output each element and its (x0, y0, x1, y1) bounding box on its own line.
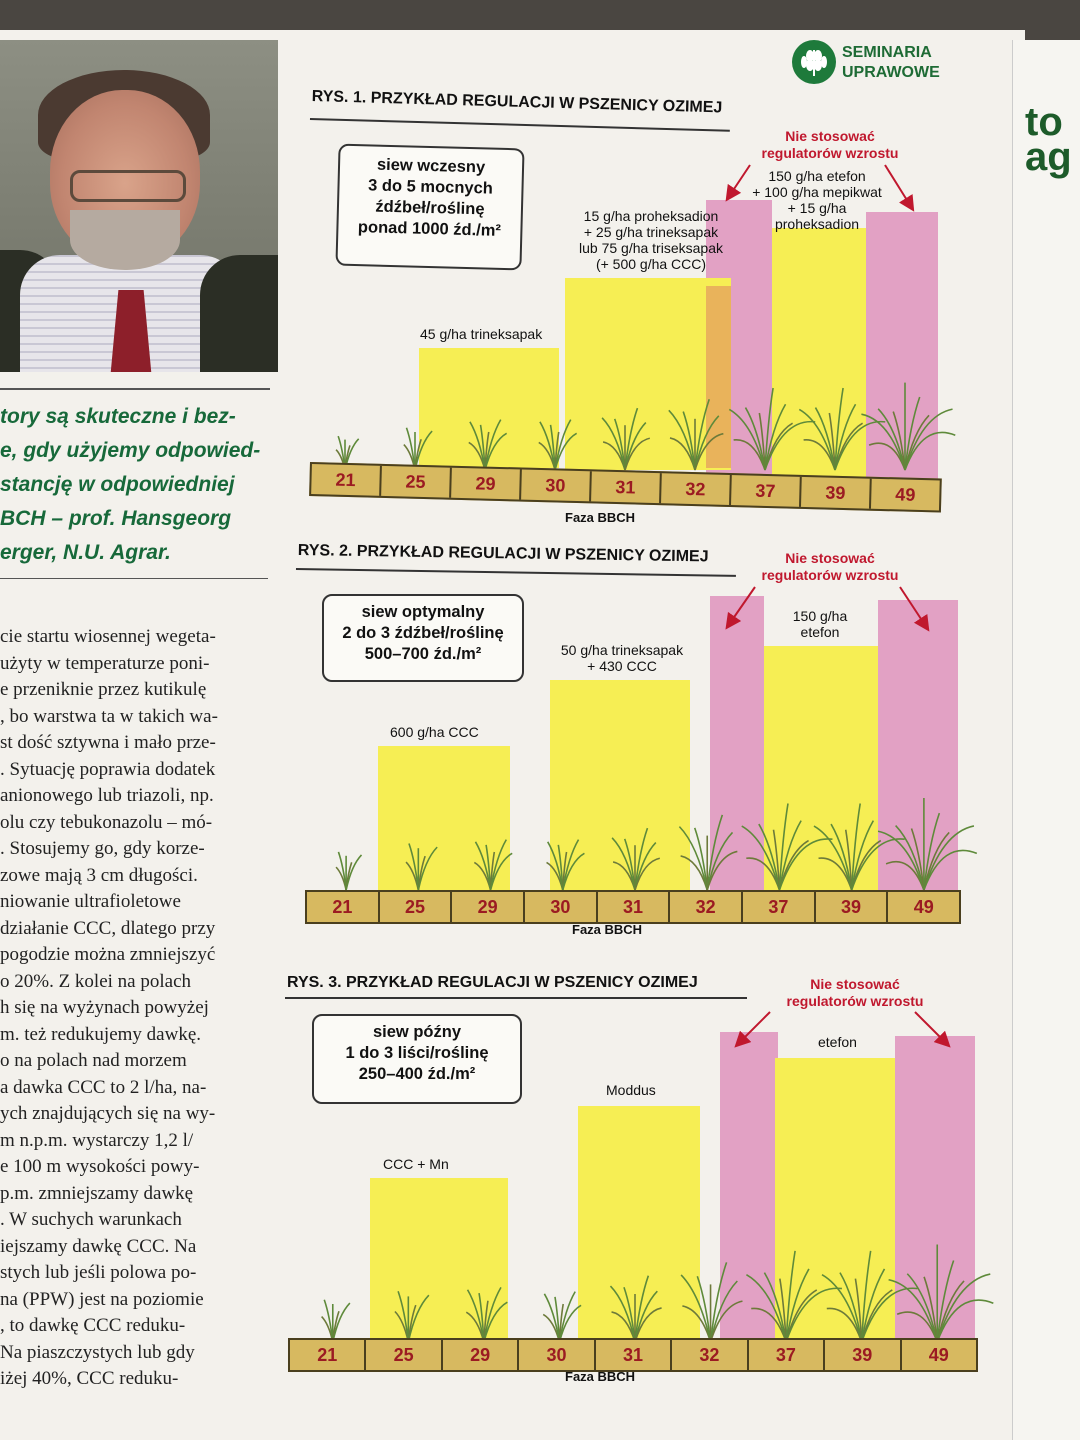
box-line: 2 do 3 źdźbeł/roślinę (342, 624, 504, 642)
caption-line: tory są skuteczne i bez- (0, 405, 236, 428)
wheat-plant-icon (406, 843, 437, 890)
figure-3-bbch-axis (288, 1338, 978, 1372)
label-line: 150 g/ha etefon (768, 168, 866, 184)
logo-line-1: SEMINARIA (842, 44, 932, 61)
wheat-plant-icon (799, 388, 885, 470)
label-line: 15 g/ha proheksadion (583, 208, 719, 224)
box-line: siew późny (372, 1023, 462, 1041)
figure-2-wheat-plants (310, 790, 960, 890)
body-text-line: m. też redukujemy dawkę. (0, 1023, 202, 1045)
label-line: 50 g/ha trineksapak (560, 642, 684, 658)
caption-rule-top (0, 388, 270, 390)
figure-1-title: RYS. 1. PRZYKŁAD REGULACJI W PSZENICY OZIMEJ (311, 88, 723, 117)
bbch-stage-tick: 29 (443, 1340, 519, 1370)
warning-line: Nie stosować (810, 976, 900, 992)
body-text-line: niowanie ultrafioletowe (0, 891, 181, 912)
photo-caption (0, 400, 270, 570)
figure-3-wheat-plants (295, 1236, 975, 1342)
bbch-stage-tick: 32 (661, 473, 732, 505)
body-text-line: cie startu wiosennej wegeta- (0, 626, 216, 647)
figure-1-label-c (742, 168, 892, 232)
bbch-stage-tick: 39 (825, 1340, 901, 1370)
figure-1-label-a: 45 g/ha trineksapak (420, 326, 543, 342)
body-text-line: olu czy tebukonazolu – mó- (0, 811, 213, 833)
caption-line: erger, N.U. Agrar. (0, 541, 171, 564)
figure-3-title-rule (285, 997, 747, 999)
label-line: 150 g/ha (792, 608, 848, 624)
figure-2-bbch-axis (305, 890, 961, 924)
bbch-stage-tick: 39 (801, 477, 872, 509)
caption-line: BCH – prof. Hansgeorg (0, 507, 232, 530)
label-line: + 430 CCC (587, 658, 657, 674)
bbch-stage-tick: 31 (591, 471, 662, 503)
bbch-stage-tick: 37 (743, 892, 816, 922)
box-line: siew optymalny (361, 603, 485, 621)
body-text-line: pogodzie można zmniejszyć (0, 944, 216, 965)
bbch-stage-tick: 21 (311, 464, 382, 496)
figure-3-label-b: Moddus (606, 1082, 656, 1098)
wheat-plant-icon (669, 399, 724, 470)
wheat-plant-icon (469, 420, 507, 470)
wheat-plant-icon (322, 1300, 350, 1342)
body-text-line: , to dawkę CCC reduku- (0, 1315, 186, 1336)
caption-line: e, gdy użyjemy odpowied- (0, 439, 261, 462)
box-line: ponad 1000 źd./m² (357, 218, 502, 240)
warning-line: regulatorów wzrostu (761, 145, 899, 161)
body-text-line: użyty w temperaturze poni- (0, 652, 210, 674)
bbch-stage-tick: 32 (672, 1340, 748, 1370)
wheat-plant-icon (822, 1251, 917, 1342)
adjacent-page-heading-1: to (1025, 100, 1063, 144)
figure-2-sowing-box (322, 594, 524, 682)
wheat-plant-icon (336, 852, 361, 890)
wheat-plant-icon (395, 1291, 429, 1342)
bbch-stage-tick: 21 (307, 892, 380, 922)
body-text-line: iejszamy dawkę CCC. Na (0, 1235, 197, 1257)
bbch-stage-tick: 49 (913, 897, 934, 917)
bbch-stage-tick: 29 (451, 468, 522, 500)
body-text-line: e 100 m wysokości powy- (0, 1156, 200, 1177)
label-line: proheksadion (774, 216, 860, 232)
body-text-line: iżej 40%, CCC reduku- (0, 1368, 179, 1389)
wheat-plant-icon (612, 828, 660, 890)
warning-line: regulatorów wzrostu (761, 567, 899, 583)
body-text-line: działanie CCC, dlatego przy (0, 917, 216, 939)
figure-1-label-b (566, 208, 736, 272)
body-text-line: . Sytuację poprawia dodatek (0, 758, 216, 780)
figure-3-label-a: CCC + Mn (383, 1156, 449, 1172)
label-line: + 25 g/ha trineksapak (583, 224, 719, 240)
body-text-line: anionowego lub triazoli, np. (0, 785, 214, 806)
box-line: 1 do 3 liści/roślinę (345, 1044, 489, 1062)
body-text-line: na (PPW) jest na poziomie (0, 1288, 204, 1310)
bbch-stage-tick: 37 (749, 1340, 825, 1370)
figure-2-label-a: 600 g/ha CCC (390, 724, 479, 740)
label-line: + 100 g/ha mepikwat (752, 184, 882, 200)
wheat-plant-icon (610, 1276, 661, 1342)
figure-1-axis-label: Faza BBCH (565, 510, 636, 525)
bbch-stage-tick: 29 (452, 892, 525, 922)
bbch-stage-tick: 39 (816, 892, 889, 922)
body-text-line: . W suchych warunkach (0, 1209, 182, 1230)
body-text-line: o 20%. Z kolei na polach (0, 970, 192, 992)
adjacent-page-heading-2: ag (1025, 135, 1072, 179)
bbch-stage-tick: 30 (519, 1340, 595, 1370)
wheat-plant-icon (547, 840, 585, 890)
bbch-stage-tick: 30 (521, 470, 592, 502)
bbch-stage-tick: 30 (525, 892, 598, 922)
wheat-plant-icon (539, 420, 577, 470)
wheat-plant-icon (474, 840, 512, 890)
figure-2-label-b (552, 642, 692, 674)
wheat-plant-icon (746, 1251, 841, 1342)
box-line: 3 do 5 mocnych (367, 176, 494, 198)
body-text-line: zowe mają 3 cm długości. (0, 864, 198, 886)
box-line: źdźbeł/roślinę (375, 197, 485, 219)
wheat-plant-icon (602, 408, 650, 470)
wheat-plant-icon (543, 1292, 581, 1342)
caption-line: stancję w odpowiedniej (0, 473, 235, 496)
bbch-stage-tick: 31 (596, 1340, 672, 1370)
bbch-stage-tick: 31 (598, 892, 671, 922)
box-line: 500–700 źd./m² (364, 645, 482, 663)
author-photo (0, 40, 278, 372)
body-text-line: Na piaszczystych lub gdy (0, 1341, 195, 1363)
wheat-plant-icon (742, 803, 833, 890)
figure-3-warning (770, 976, 940, 1010)
box-line: siew wczesny (376, 155, 486, 177)
bbch-stage-tick: 32 (670, 892, 743, 922)
figure-3-title: RYS. 3. PRZYKŁAD REGULACJI W PSZENICY OZIMEJ (287, 974, 698, 991)
article-body-column (0, 624, 268, 1393)
body-text-line: o na polach nad morzem (0, 1050, 187, 1071)
figure-2-axis-label: Faza BBCH (572, 922, 643, 937)
body-text-line: , bo warstwa ta w takich wa- (0, 705, 218, 727)
figure-3-label-c: etefon (818, 1034, 857, 1050)
figure-3-sowing-box (312, 1014, 522, 1104)
wheat-plant-icon (679, 815, 737, 890)
bbch-stage-tick: 25 (380, 892, 453, 922)
figure-2-label-c (770, 608, 870, 640)
warning-line: Nie stosować (785, 128, 875, 144)
wheat-plant-icon (681, 1262, 742, 1342)
label-line: + 15 g/ha (787, 200, 847, 216)
body-text-line: . Stosujemy go, gdy korze- (0, 838, 205, 859)
label-line: (+ 500 g/ha CCC) (595, 256, 707, 272)
bbch-stage-tick: 49 (895, 484, 916, 505)
logo-line-2: UPRAWOWE (842, 64, 940, 81)
body-text-line: p.m. zmniejszamy dawkę (0, 1182, 194, 1204)
bbch-stage-tick: 25 (366, 1340, 442, 1370)
figure-1-warning (745, 128, 915, 162)
wheat-plant-icon (466, 1287, 507, 1342)
box-line: 250–400 źd./m² (358, 1065, 476, 1083)
figure-2-title: RYS. 2. PRZYKŁAD REGULACJI W PSZENICY OZIMEJ (297, 542, 709, 566)
bbch-stage-tick: 49 (928, 1345, 949, 1365)
wheat-plant-icon (729, 388, 815, 470)
figure-1-wheat-plants (310, 380, 940, 470)
bbch-stage-tick: 25 (381, 466, 452, 498)
bbch-stage-tick: 37 (731, 475, 802, 507)
bbch-stage-tick: 21 (290, 1340, 366, 1370)
label-line: etefon (800, 624, 840, 640)
body-text-line: a dawka CCC to 2 l/ha, na- (0, 1076, 207, 1098)
figure-2-warning (745, 550, 915, 584)
warning-line: Nie stosować (785, 550, 875, 566)
body-text-line: h się na wyżynach powyżej (0, 997, 209, 1018)
body-text-line: e przeniknie przez kutikulę (0, 679, 207, 700)
body-text-line: ych znajdujących się na wy- (0, 1103, 216, 1124)
wheat-icon (792, 40, 836, 84)
figure-1-sowing-box (335, 144, 524, 271)
warning-line: regulatorów wzrostu (786, 993, 924, 1009)
wheat-plant-icon (814, 803, 905, 890)
body-text-line: stych lub jeśli polowa po- (0, 1262, 197, 1283)
adjacent-page (1012, 40, 1080, 1440)
caption-rule-bottom (0, 578, 268, 579)
figure-3-axis-label: Faza BBCH (565, 1369, 636, 1384)
label-line: lub 75 g/ha triseksapak (579, 240, 723, 256)
body-text-line: st dość sztywna i mało prze- (0, 732, 216, 753)
body-text-line: m n.p.m. wystarczy 1,2 l/ (0, 1129, 194, 1151)
